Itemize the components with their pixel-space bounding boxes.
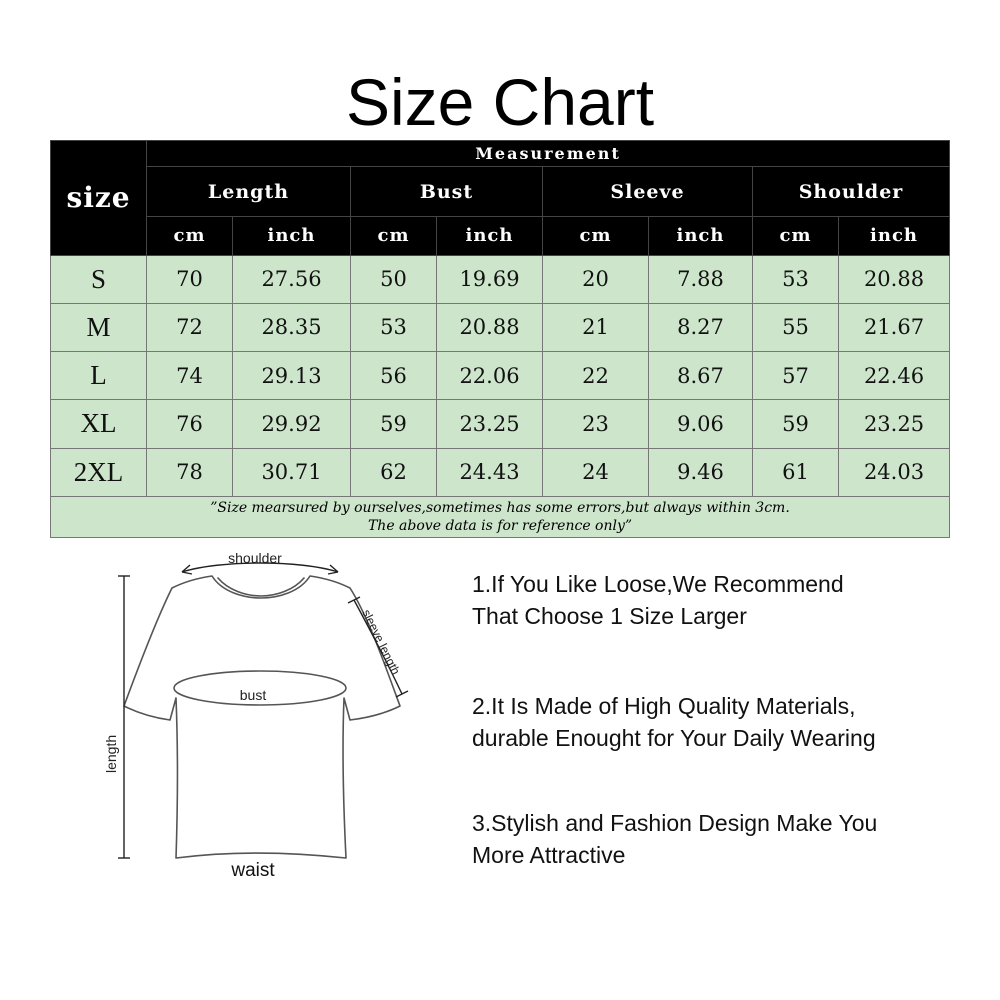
table-cell: 53 [351,303,437,351]
note-line: That Choose 1 Size Larger [472,603,747,629]
size-cell: S [51,255,147,303]
table-cell: 55 [753,303,839,351]
table-cell: 22.06 [437,352,543,400]
page-title: Size Chart [345,65,655,139]
shoulder-header: Shoulder [753,167,950,217]
table-cell: 23 [543,400,649,448]
unit-header: inch [437,217,543,255]
table-cell: 20 [543,255,649,303]
table-cell: 8.27 [649,303,753,351]
size-cell: L [51,352,147,400]
unit-header: cm [543,217,649,255]
shoulder-label: shoulder [228,550,282,566]
table-cell: 50 [351,255,437,303]
size-cell: 2XL [51,448,147,496]
collar-line [218,578,304,596]
disclaimer-note [51,496,950,537]
note-line: 3.Stylish and Fashion Design Make You [472,810,878,836]
table-row [51,400,950,448]
table-cell: 74 [147,352,233,400]
size-chart-table [50,140,950,538]
table-cell: 76 [147,400,233,448]
recommendation-note [472,807,972,871]
table-cell: 23.25 [839,400,950,448]
unit-header: inch [649,217,753,255]
table-row [51,303,950,351]
table-cell: 9.06 [649,400,753,448]
measurement-header: Measurement [147,141,950,167]
note-line: durable Enought for Your Daily Wearing [472,725,876,751]
table-cell: 27.56 [233,255,351,303]
table-cell: 8.67 [649,352,753,400]
table-row [51,352,950,400]
table-cell: 59 [351,400,437,448]
waist-label: waist [231,860,275,881]
table-cell: 9.46 [649,448,753,496]
table-cell: 56 [351,352,437,400]
table-cell: 22 [543,352,649,400]
unit-header: cm [147,217,233,255]
unit-header: cm [753,217,839,255]
table-cell: 28.35 [233,303,351,351]
table-row [51,448,950,496]
note-line: More Attractive [472,842,626,868]
table-cell: 22.46 [839,352,950,400]
table-cell: 7.88 [649,255,753,303]
table-cell: 72 [147,303,233,351]
size-cell: M [51,303,147,351]
sleeve-header: Sleeve [543,167,753,217]
unit-header: inch [233,217,351,255]
tshirt-outline [124,576,400,858]
bust-label: bust [239,687,267,703]
table-cell: 24 [543,448,649,496]
length-header: Length [147,167,351,217]
table-cell: 23.25 [437,400,543,448]
table-cell: 62 [351,448,437,496]
recommendation-note [472,690,972,754]
tshirt-measurement-diagram [100,548,430,888]
table-cell: 20.88 [839,255,950,303]
table-cell: 20.88 [437,303,543,351]
table-cell: 78 [147,448,233,496]
recommendation-note [472,568,972,632]
unit-header: inch [839,217,950,255]
disclaimer-line: The above data is for reference only” [367,517,633,534]
note-line: 2.It Is Made of High Quality Materials, [472,693,856,719]
table-cell: 59 [753,400,839,448]
table-cell: 57 [753,352,839,400]
bust-header: Bust [351,167,543,217]
table-cell: 19.69 [437,255,543,303]
size-header: size [51,141,147,256]
sleeve-label: sleeve length [359,607,403,677]
table-cell: 53 [753,255,839,303]
table-cell: 24.03 [839,448,950,496]
unit-header: cm [351,217,437,255]
disclaimer-line: ”Size mearsured by ourselves,sometimes has some errors,but always within 3cm. [210,499,790,516]
note-line: 1.If You Like Loose,We Recommend [472,571,844,597]
table-row [51,255,950,303]
table-cell: 29.92 [233,400,351,448]
size-cell: XL [51,400,147,448]
table-cell: 24.43 [437,448,543,496]
table-cell: 29.13 [233,352,351,400]
table-cell: 61 [753,448,839,496]
table-cell: 21 [543,303,649,351]
length-label: length [103,734,119,773]
table-cell: 30.71 [233,448,351,496]
table-cell: 70 [147,255,233,303]
table-cell: 21.67 [839,303,950,351]
